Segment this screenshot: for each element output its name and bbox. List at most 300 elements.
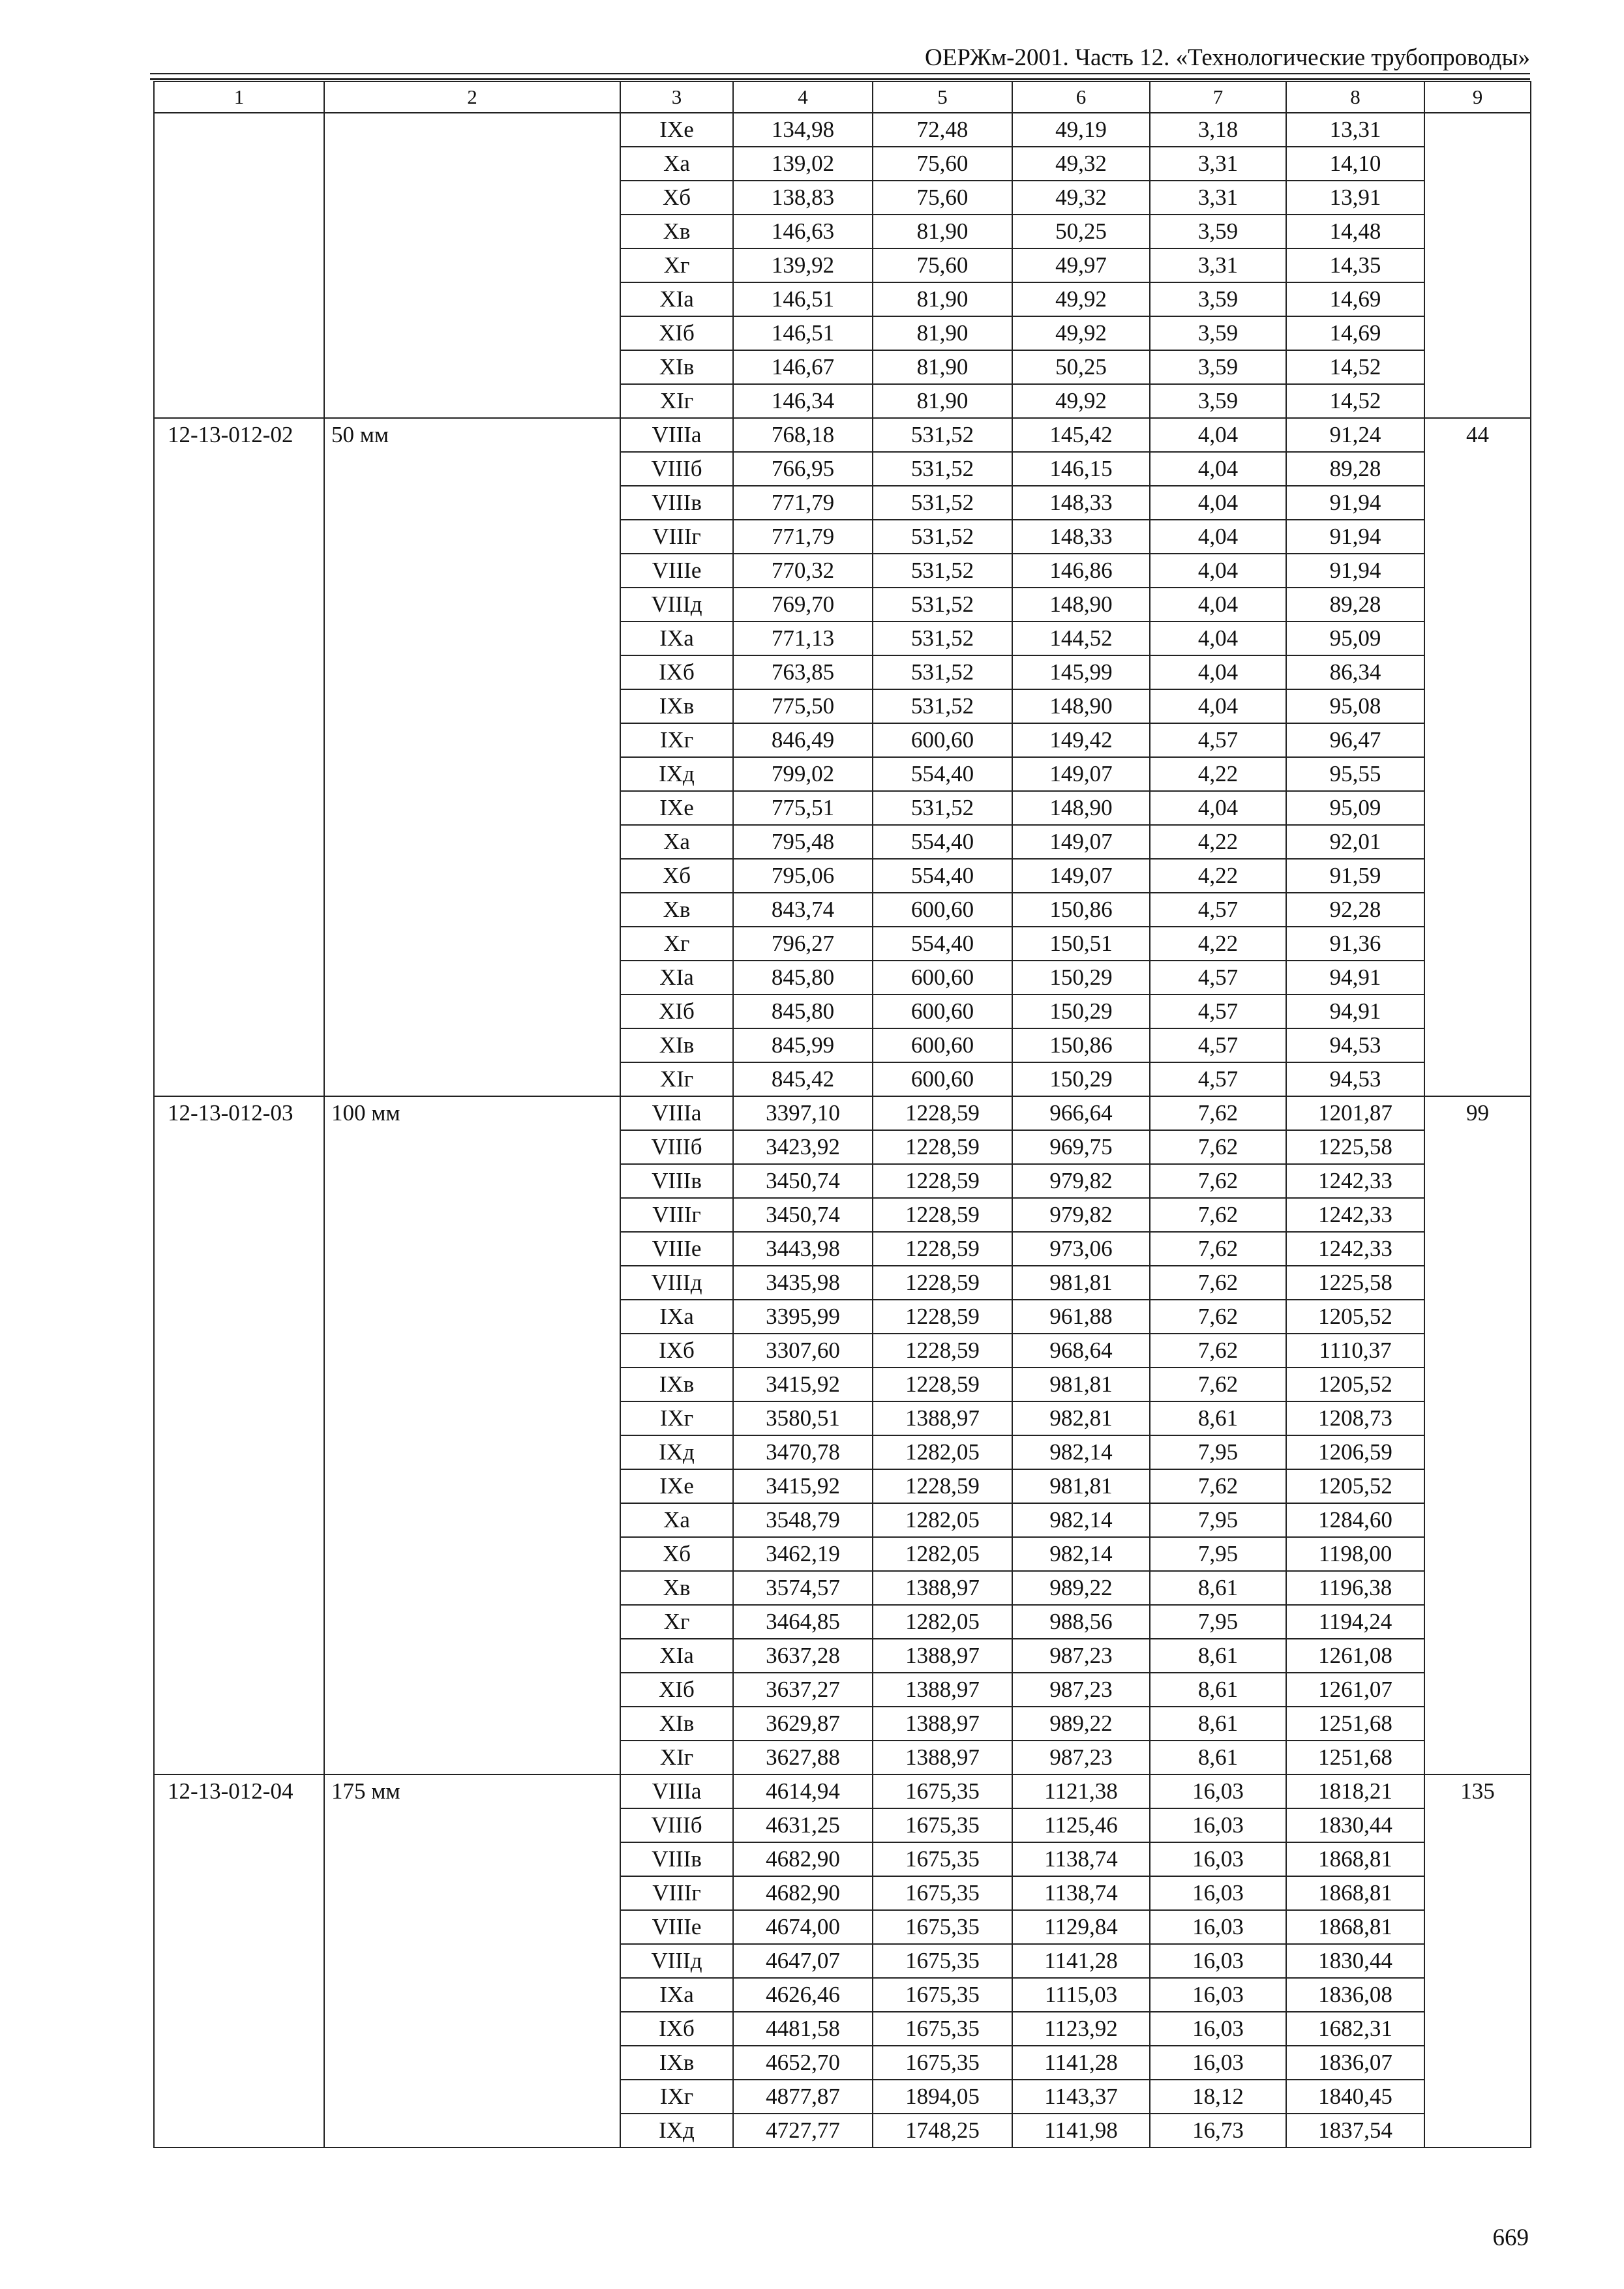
code-cell <box>154 1435 324 1469</box>
size-cell <box>324 961 620 995</box>
value-col7: 4,22 <box>1150 825 1286 859</box>
table-row <box>154 1605 1531 1639</box>
zone-cell: VIIIе <box>620 554 733 588</box>
size-cell <box>324 588 620 621</box>
code-cell <box>154 1130 324 1164</box>
value-col9 <box>1424 1130 1531 1164</box>
value-col4: 4614,94 <box>733 1774 873 1808</box>
value-col6: 144,52 <box>1012 621 1150 655</box>
code-cell: 12-13-012-04 <box>154 1774 324 1808</box>
column-number: 2 <box>324 82 620 113</box>
value-col6: 149,07 <box>1012 825 1150 859</box>
value-col5: 81,90 <box>873 282 1012 316</box>
table-row <box>154 1537 1531 1571</box>
zone-cell: IXб <box>620 655 733 689</box>
code-cell <box>154 689 324 723</box>
value-col9 <box>1424 1334 1531 1368</box>
size-cell <box>324 1876 620 1910</box>
code-cell <box>154 1503 324 1537</box>
code-cell <box>154 995 324 1028</box>
zone-cell: IXа <box>620 1300 733 1334</box>
value-col4: 3470,78 <box>733 1435 873 1469</box>
value-col4: 3462,19 <box>733 1537 873 1571</box>
value-col9 <box>1424 961 1531 995</box>
value-col9 <box>1424 1639 1531 1673</box>
value-col5: 600,60 <box>873 723 1012 757</box>
table-row <box>154 215 1531 248</box>
value-col8: 14,69 <box>1286 316 1424 350</box>
size-cell <box>324 1537 620 1571</box>
value-col7: 16,73 <box>1150 2114 1286 2147</box>
value-col9 <box>1424 1300 1531 1334</box>
value-col8: 1682,31 <box>1286 2012 1424 2046</box>
table-row <box>154 147 1531 181</box>
value-col6: 982,14 <box>1012 1435 1150 1469</box>
size-cell <box>324 2012 620 2046</box>
value-col4: 4626,46 <box>733 1978 873 2012</box>
value-col6: 982,14 <box>1012 1503 1150 1537</box>
code-cell <box>154 248 324 282</box>
size-cell <box>324 486 620 520</box>
value-col8: 1225,58 <box>1286 1130 1424 1164</box>
column-number: 7 <box>1150 82 1286 113</box>
value-col4: 146,51 <box>733 316 873 350</box>
value-col9 <box>1424 2080 1531 2114</box>
value-col4: 3450,74 <box>733 1164 873 1198</box>
code-cell <box>154 1164 324 1198</box>
zone-cell: Xг <box>620 1605 733 1639</box>
code-cell <box>154 1673 324 1707</box>
value-col7: 4,04 <box>1150 486 1286 520</box>
size-cell <box>324 452 620 486</box>
value-col9 <box>1424 1198 1531 1232</box>
value-col8: 1261,07 <box>1286 1673 1424 1707</box>
value-col6: 1121,38 <box>1012 1774 1150 1808</box>
value-col6: 145,42 <box>1012 418 1150 452</box>
value-col8: 1242,33 <box>1286 1198 1424 1232</box>
value-col7: 4,04 <box>1150 791 1286 825</box>
value-col4: 770,32 <box>733 554 873 588</box>
value-col5: 1388,97 <box>873 1707 1012 1741</box>
table-row <box>154 181 1531 215</box>
value-col5: 1388,97 <box>873 1673 1012 1707</box>
value-col5: 600,60 <box>873 1028 1012 1062</box>
value-col6: 1125,46 <box>1012 1808 1150 1842</box>
value-col8: 1242,33 <box>1286 1232 1424 1266</box>
size-cell <box>324 1435 620 1469</box>
value-col9 <box>1424 859 1531 893</box>
value-col7: 16,03 <box>1150 1808 1286 1842</box>
value-col7: 16,03 <box>1150 1978 1286 2012</box>
value-col9 <box>1424 791 1531 825</box>
value-col5: 1675,35 <box>873 2046 1012 2080</box>
value-col8: 1205,52 <box>1286 1368 1424 1401</box>
value-col9: 135 <box>1424 1774 1531 1808</box>
value-col5: 81,90 <box>873 215 1012 248</box>
size-cell <box>324 1639 620 1673</box>
value-col5: 554,40 <box>873 859 1012 893</box>
value-col6: 973,06 <box>1012 1232 1150 1266</box>
value-col9 <box>1424 2012 1531 2046</box>
table-row <box>154 113 1531 147</box>
value-col8: 14,52 <box>1286 384 1424 418</box>
code-cell <box>154 1062 324 1096</box>
value-col4: 146,34 <box>733 384 873 418</box>
value-col5: 600,60 <box>873 995 1012 1028</box>
value-col7: 18,12 <box>1150 2080 1286 2114</box>
value-col8: 91,36 <box>1286 927 1424 961</box>
size-cell <box>324 757 620 791</box>
value-col9 <box>1424 215 1531 248</box>
value-col9: 99 <box>1424 1096 1531 1130</box>
code-cell <box>154 2114 324 2147</box>
value-col8: 1868,81 <box>1286 1910 1424 1944</box>
table-row <box>154 1944 1531 1978</box>
size-cell <box>324 859 620 893</box>
value-col8: 94,53 <box>1286 1062 1424 1096</box>
table-row <box>154 1028 1531 1062</box>
value-col4: 139,92 <box>733 248 873 282</box>
value-col7: 4,04 <box>1150 418 1286 452</box>
value-col8: 1830,44 <box>1286 1944 1424 1978</box>
table-row <box>154 1842 1531 1876</box>
value-col4: 4652,70 <box>733 2046 873 2080</box>
zone-cell: IXе <box>620 113 733 147</box>
value-col8: 1194,24 <box>1286 1605 1424 1639</box>
value-col7: 3,59 <box>1150 282 1286 316</box>
size-cell <box>324 1707 620 1741</box>
value-col6: 966,64 <box>1012 1096 1150 1130</box>
value-col4: 845,42 <box>733 1062 873 1096</box>
value-col9 <box>1424 1401 1531 1435</box>
value-col5: 600,60 <box>873 893 1012 927</box>
value-col4: 4631,25 <box>733 1808 873 1842</box>
value-col6: 148,90 <box>1012 791 1150 825</box>
value-col7: 7,62 <box>1150 1266 1286 1300</box>
size-cell <box>324 723 620 757</box>
code-cell <box>154 1876 324 1910</box>
size-cell: 50 мм <box>324 418 620 452</box>
table-row <box>154 2046 1531 2080</box>
value-col8: 1196,38 <box>1286 1571 1424 1605</box>
code-cell <box>154 181 324 215</box>
zone-cell: VIIIв <box>620 1164 733 1198</box>
value-col5: 75,60 <box>873 181 1012 215</box>
value-col9 <box>1424 655 1531 689</box>
value-col6: 961,88 <box>1012 1300 1150 1334</box>
value-col5: 1228,59 <box>873 1469 1012 1503</box>
size-cell <box>324 2114 620 2147</box>
size-cell <box>324 1944 620 1978</box>
table-row <box>154 1300 1531 1334</box>
value-col9 <box>1424 113 1531 147</box>
value-col5: 1675,35 <box>873 1842 1012 1876</box>
value-col8: 14,69 <box>1286 282 1424 316</box>
value-col5: 1228,59 <box>873 1198 1012 1232</box>
value-col6: 150,29 <box>1012 1062 1150 1096</box>
table-row <box>154 995 1531 1028</box>
value-col6: 988,56 <box>1012 1605 1150 1639</box>
value-col8: 1868,81 <box>1286 1876 1424 1910</box>
value-col6: 148,33 <box>1012 486 1150 520</box>
value-col8: 1205,52 <box>1286 1469 1424 1503</box>
value-col7: 16,03 <box>1150 1910 1286 1944</box>
table-row <box>154 1673 1531 1707</box>
zone-cell: IXа <box>620 1978 733 2012</box>
value-col9 <box>1424 588 1531 621</box>
value-col7: 8,61 <box>1150 1639 1286 1673</box>
value-col4: 3627,88 <box>733 1741 873 1774</box>
size-cell <box>324 1910 620 1944</box>
zone-cell: IXд <box>620 1435 733 1469</box>
zone-cell: Xв <box>620 893 733 927</box>
value-col4: 4682,90 <box>733 1842 873 1876</box>
zone-cell: XIа <box>620 282 733 316</box>
value-col8: 1110,37 <box>1286 1334 1424 1368</box>
table-row <box>154 893 1531 927</box>
value-col9 <box>1424 1164 1531 1198</box>
code-cell <box>154 2080 324 2114</box>
value-col8: 1251,68 <box>1286 1707 1424 1741</box>
value-col5: 1675,35 <box>873 1944 1012 1978</box>
code-cell <box>154 1368 324 1401</box>
value-col9 <box>1424 554 1531 588</box>
value-col5: 1388,97 <box>873 1639 1012 1673</box>
value-col4: 845,80 <box>733 995 873 1028</box>
value-col9 <box>1424 384 1531 418</box>
size-cell <box>324 350 620 384</box>
value-col9: 44 <box>1424 418 1531 452</box>
value-col8: 91,94 <box>1286 520 1424 554</box>
zone-cell: XIб <box>620 316 733 350</box>
table-row <box>154 520 1531 554</box>
value-col7: 7,95 <box>1150 1435 1286 1469</box>
value-col6: 1123,92 <box>1012 2012 1150 2046</box>
value-col5: 1748,25 <box>873 2114 1012 2147</box>
value-col4: 146,67 <box>733 350 873 384</box>
value-col5: 1894,05 <box>873 2080 1012 2114</box>
value-col8: 96,47 <box>1286 723 1424 757</box>
value-col7: 4,04 <box>1150 588 1286 621</box>
table-row <box>154 1707 1531 1741</box>
value-col5: 1228,59 <box>873 1130 1012 1164</box>
value-col6: 49,32 <box>1012 147 1150 181</box>
table-row <box>154 1910 1531 1944</box>
code-cell <box>154 825 324 859</box>
value-col7: 7,62 <box>1150 1232 1286 1266</box>
value-col5: 531,52 <box>873 588 1012 621</box>
value-col9 <box>1424 1028 1531 1062</box>
code-cell <box>154 350 324 384</box>
value-col4: 3307,60 <box>733 1334 873 1368</box>
table-row <box>154 554 1531 588</box>
value-col5: 1675,35 <box>873 1774 1012 1808</box>
table-row <box>154 452 1531 486</box>
size-cell <box>324 1978 620 2012</box>
zone-cell: VIIIе <box>620 1232 733 1266</box>
value-col9 <box>1424 1876 1531 1910</box>
value-col7: 3,31 <box>1150 248 1286 282</box>
value-col8: 1205,52 <box>1286 1300 1424 1334</box>
value-col9 <box>1424 1537 1531 1571</box>
code-cell <box>154 621 324 655</box>
value-col9 <box>1424 689 1531 723</box>
zone-cell: IXе <box>620 1469 733 1503</box>
value-col8: 94,91 <box>1286 961 1424 995</box>
value-col8: 13,91 <box>1286 181 1424 215</box>
value-col4: 139,02 <box>733 147 873 181</box>
value-col9 <box>1424 1944 1531 1978</box>
value-col8: 89,28 <box>1286 588 1424 621</box>
value-col8: 1261,08 <box>1286 1639 1424 1673</box>
value-col8: 1208,73 <box>1286 1401 1424 1435</box>
table-row <box>154 588 1531 621</box>
value-col7: 7,62 <box>1150 1469 1286 1503</box>
value-col9 <box>1424 282 1531 316</box>
value-col7: 4,04 <box>1150 689 1286 723</box>
value-col4: 799,02 <box>733 757 873 791</box>
table-row <box>154 1266 1531 1300</box>
value-col5: 1282,05 <box>873 1605 1012 1639</box>
value-col8: 1837,54 <box>1286 2114 1424 2147</box>
value-col7: 7,62 <box>1150 1300 1286 1334</box>
code-cell <box>154 282 324 316</box>
value-col9 <box>1424 1232 1531 1266</box>
column-number: 5 <box>873 82 1012 113</box>
value-col7: 16,03 <box>1150 1842 1286 1876</box>
value-col7: 7,95 <box>1150 1605 1286 1639</box>
zone-cell: VIIIв <box>620 486 733 520</box>
value-col6: 987,23 <box>1012 1673 1150 1707</box>
code-cell <box>154 1266 324 1300</box>
value-col7: 8,61 <box>1150 1673 1286 1707</box>
size-cell <box>324 621 620 655</box>
value-col8: 1198,00 <box>1286 1537 1424 1571</box>
zone-cell: IXб <box>620 2012 733 2046</box>
table-row <box>154 1639 1531 1673</box>
value-col9 <box>1424 757 1531 791</box>
value-col8: 95,55 <box>1286 757 1424 791</box>
value-col8: 92,01 <box>1286 825 1424 859</box>
value-col6: 987,23 <box>1012 1741 1150 1774</box>
zone-cell: Xв <box>620 1571 733 1605</box>
value-col4: 775,50 <box>733 689 873 723</box>
value-col9 <box>1424 1469 1531 1503</box>
value-col8: 1284,60 <box>1286 1503 1424 1537</box>
code-cell <box>154 1605 324 1639</box>
table-row <box>154 961 1531 995</box>
value-col6: 49,97 <box>1012 248 1150 282</box>
table-row <box>154 655 1531 689</box>
zone-cell: VIIIа <box>620 1774 733 1808</box>
value-col8: 14,48 <box>1286 215 1424 248</box>
value-col5: 1675,35 <box>873 1876 1012 1910</box>
value-col9 <box>1424 248 1531 282</box>
size-cell <box>324 384 620 418</box>
value-col6: 1138,74 <box>1012 1876 1150 1910</box>
zone-cell: VIIIд <box>620 1944 733 1978</box>
zone-cell: XIб <box>620 995 733 1028</box>
value-col7: 7,95 <box>1150 1537 1286 1571</box>
rates-table <box>153 81 1531 2148</box>
zone-cell: IXг <box>620 723 733 757</box>
value-col7: 7,62 <box>1150 1130 1286 1164</box>
value-col9 <box>1424 1842 1531 1876</box>
column-number: 4 <box>733 82 873 113</box>
value-col7: 7,62 <box>1150 1198 1286 1232</box>
zone-cell: IXв <box>620 689 733 723</box>
value-col4: 796,27 <box>733 927 873 961</box>
table-row <box>154 1774 1531 1808</box>
value-col8: 1225,58 <box>1286 1266 1424 1300</box>
code-cell <box>154 1028 324 1062</box>
value-col4: 766,95 <box>733 452 873 486</box>
code-cell <box>154 1537 324 1571</box>
zone-cell: IXе <box>620 791 733 825</box>
size-cell <box>324 2080 620 2114</box>
value-col4: 3464,85 <box>733 1605 873 1639</box>
value-col5: 600,60 <box>873 1062 1012 1096</box>
value-col5: 81,90 <box>873 316 1012 350</box>
value-col5: 81,90 <box>873 384 1012 418</box>
value-col8: 1251,68 <box>1286 1741 1424 1774</box>
value-col6: 981,81 <box>1012 1266 1150 1300</box>
value-col5: 75,60 <box>873 248 1012 282</box>
value-col4: 138,83 <box>733 181 873 215</box>
zone-cell: Xа <box>620 825 733 859</box>
table-row <box>154 723 1531 757</box>
zone-cell: VIIIе <box>620 1910 733 1944</box>
value-col5: 531,52 <box>873 655 1012 689</box>
value-col9 <box>1424 927 1531 961</box>
table-row <box>154 1978 1531 2012</box>
value-col8: 92,28 <box>1286 893 1424 927</box>
table-row <box>154 1164 1531 1198</box>
size-cell <box>324 689 620 723</box>
table-row <box>154 689 1531 723</box>
code-cell <box>154 961 324 995</box>
value-col5: 1228,59 <box>873 1300 1012 1334</box>
zone-cell: Xв <box>620 215 733 248</box>
table-row <box>154 316 1531 350</box>
value-col7: 3,31 <box>1150 147 1286 181</box>
value-col8: 1868,81 <box>1286 1842 1424 1876</box>
value-col6: 49,92 <box>1012 316 1150 350</box>
size-cell <box>324 248 620 282</box>
zone-cell: XIв <box>620 350 733 384</box>
value-col8: 94,53 <box>1286 1028 1424 1062</box>
zone-cell: VIIIб <box>620 1130 733 1164</box>
size-cell <box>324 1503 620 1537</box>
table-row <box>154 1096 1531 1130</box>
value-col6: 150,86 <box>1012 893 1150 927</box>
zone-cell: XIв <box>620 1028 733 1062</box>
size-cell <box>324 181 620 215</box>
value-col7: 4,04 <box>1150 520 1286 554</box>
value-col5: 1675,35 <box>873 1808 1012 1842</box>
value-col7: 4,57 <box>1150 1028 1286 1062</box>
size-cell <box>324 316 620 350</box>
value-col8: 91,24 <box>1286 418 1424 452</box>
zone-cell: VIIIд <box>620 1266 733 1300</box>
code-cell <box>154 520 324 554</box>
zone-cell: Xг <box>620 927 733 961</box>
value-col6: 148,90 <box>1012 588 1150 621</box>
value-col9 <box>1424 316 1531 350</box>
value-col8: 86,34 <box>1286 655 1424 689</box>
zone-cell: VIIIб <box>620 452 733 486</box>
value-col8: 1836,08 <box>1286 1978 1424 2012</box>
